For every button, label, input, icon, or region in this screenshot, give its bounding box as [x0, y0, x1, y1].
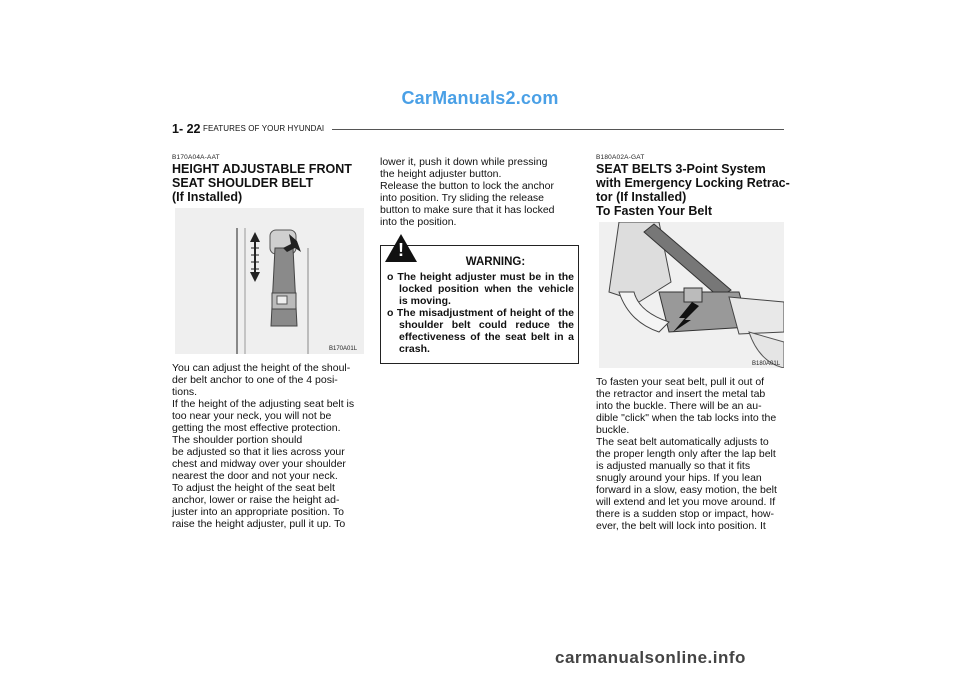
fasten-belt-illustration [599, 222, 784, 368]
warning-exclamation: ! [398, 240, 404, 260]
right-title-line-2: with Emergency Locking Retrac- [596, 176, 790, 190]
watermark-top[interactable]: CarManuals2.com [401, 88, 559, 108]
warning-item: o The misadjustment of height of the shoulder belt could reduce the effectiveness of the seat belt in a crash. [387, 307, 575, 355]
left-section-title [172, 162, 372, 204]
middle-body-text: lower it, push it down while pressing the height adjuster button. Release the button to lock the anchor into position. Try sliding the release button to make sure that it has locked into the position. [380, 156, 555, 228]
left-title-line-2: SEAT SHOULDER BELT [172, 176, 314, 190]
left-title-line-3: (If Installed) [172, 190, 243, 204]
right-section-code: B180A02A-GAT [596, 154, 645, 161]
page-number: 1- 22 [172, 122, 201, 136]
shoulder-belt-illustration [175, 208, 364, 354]
warning-item: o The height adjuster must be in the locked position when the vehicle is moving. [387, 271, 575, 307]
shoulder-belt-figure [175, 208, 364, 354]
left-body-text: You can adjust the height of the shoul- der belt anchor to one of the 4 posi- tions. If the height of the adjusting seat belt is too near your neck, you will not be getting the most effective protection. The shoulder portion should be adjusted so that it lies across your chest and midway over your shoulder nearest the door and not your neck. To adjust the height of the seat belt anchor, lower or raise the height ad- juster into an appropriate position. To raise the height adjuster, pull it up. To [172, 362, 355, 530]
header-rule [332, 129, 784, 130]
warning-list [387, 271, 574, 355]
section-title: FEATURES OF YOUR HYUNDAI [203, 124, 325, 133]
right-title-line-3: tor (If Installed) [596, 190, 687, 204]
warning-triangle-icon [384, 233, 418, 263]
right-section-title [596, 162, 796, 218]
left-section-code: B170A04A-AAT [172, 154, 220, 161]
left-title-line-1: HEIGHT ADJUSTABLE FRONT [172, 162, 352, 176]
right-title-line-1: SEAT BELTS 3-Point System [596, 162, 766, 176]
fasten-belt-figure [599, 222, 784, 368]
watermark-bottom[interactable]: carmanualsonline.info [555, 648, 746, 667]
left-figure-caption: B170A01L [329, 346, 358, 352]
right-body-text: To fasten your seat belt, pull it out of the retractor and insert the metal tab into the buckle. There will be an au- dible "click" when the tab locks into the buckle. The seat belt automatically adjusts to the proper length only after the lap belt is adjusted manually so that it fits snugly around your hips. If you lean forward in a slow, easy motion, the belt will extend and let you move around. If there is a sudden stop or impact, how- ever, the belt will lock into position. It [596, 376, 777, 532]
warning-header: WARNING: [465, 256, 526, 268]
right-figure-caption: B180A01L [752, 361, 781, 367]
right-title-line-4: To Fasten Your Belt [596, 204, 712, 218]
